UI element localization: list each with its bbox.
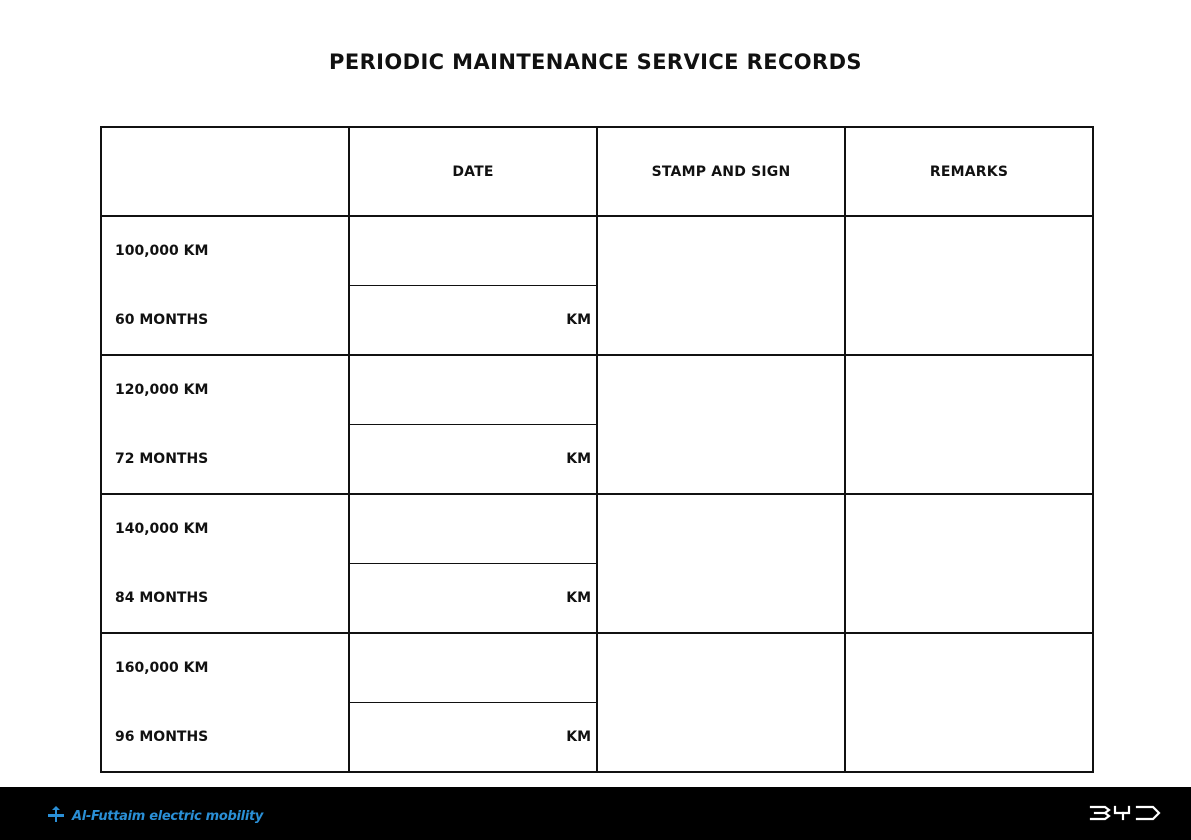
al-futtaim-brand: [46, 805, 263, 827]
header-row: [101, 127, 1093, 216]
date-field[interactable]: [349, 216, 597, 286]
milestone-months: 72 MONTHS: [101, 425, 349, 495]
milestone-months: 60 MONTHS: [101, 286, 349, 356]
stamp-sign-cell[interactable]: [597, 355, 845, 494]
milestone-distance: 100,000 KM: [101, 216, 349, 286]
al-futtaim-logo-icon: [46, 805, 66, 827]
al-futtaim-brand-text: Al-Futtaim electric mobility: [72, 808, 264, 824]
table-row: [101, 633, 1093, 703]
stamp-sign-cell[interactable]: [597, 494, 845, 633]
byd-logo: [1089, 804, 1161, 826]
header-stamp-and-sign: STAMP AND SIGN: [597, 127, 845, 216]
table-row: [101, 216, 1093, 286]
milestone-months: 84 MONTHS: [101, 564, 349, 634]
stamp-sign-cell[interactable]: [597, 216, 845, 355]
header-blank: [101, 127, 349, 216]
remarks-cell[interactable]: [845, 633, 1093, 772]
table-row: [101, 355, 1093, 425]
remarks-cell[interactable]: [845, 216, 1093, 355]
milestone-months: 96 MONTHS: [101, 703, 349, 773]
km-field[interactable]: KM: [349, 425, 597, 495]
date-field[interactable]: [349, 355, 597, 425]
km-field[interactable]: KM: [349, 564, 597, 634]
header-date: DATE: [349, 127, 597, 216]
milestone-distance: 120,000 KM: [101, 355, 349, 425]
remarks-cell[interactable]: [845, 355, 1093, 494]
table-row: [101, 494, 1093, 564]
km-field[interactable]: KM: [349, 286, 597, 356]
footer-bar: [0, 787, 1191, 840]
milestone-distance: 140,000 KM: [101, 494, 349, 564]
remarks-cell[interactable]: [845, 494, 1093, 633]
km-field[interactable]: KM: [349, 703, 597, 773]
milestone-distance: 160,000 KM: [101, 633, 349, 703]
date-field[interactable]: [349, 494, 597, 564]
header-remarks: REMARKS: [845, 127, 1093, 216]
stamp-sign-cell[interactable]: [597, 633, 845, 772]
date-field[interactable]: [349, 633, 597, 703]
page-title: PERIODIC MAINTENANCE SERVICE RECORDS: [329, 50, 862, 74]
service-records-table: [100, 126, 1094, 773]
